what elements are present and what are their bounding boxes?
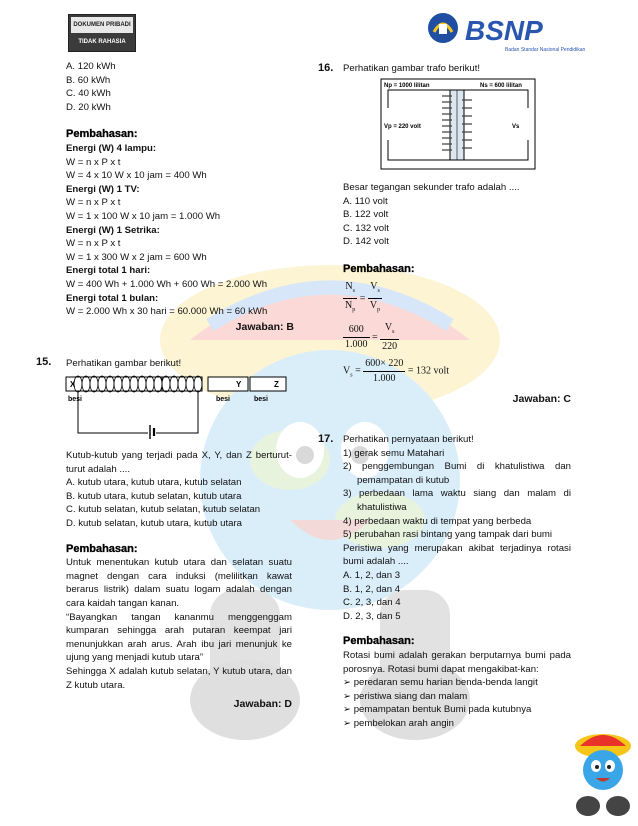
question-17-prompt: Perhatikan pernyataan berikut! xyxy=(343,434,474,445)
stamp-line1: DOKUMEN PRIBADI xyxy=(71,17,133,33)
label-vs: Vs xyxy=(512,124,520,130)
q16-option-d: D. 142 volt xyxy=(343,236,389,248)
q17-option-b: B. 1, 2, dan 4 xyxy=(343,583,401,595)
arrow-bullet-icon: ➢ xyxy=(343,677,354,689)
den-220: 220 xyxy=(382,341,398,353)
num-600: 600 xyxy=(343,323,370,338)
arrow-bullet-icon: ➢ xyxy=(343,690,354,702)
q15-option-d: D. kutub selatan, kutub utara, kutub utara xyxy=(66,517,242,529)
answer-16: Jawaban: C xyxy=(512,393,571,406)
pembahasan-heading: Pembahasan: xyxy=(66,128,138,141)
label-besi-3: besi xyxy=(254,396,269,403)
q16-pembahasan-heading: Pembahasan: xyxy=(343,262,415,275)
calc-line: W = 1 x 100 W x 10 jam = 1.000 Wh xyxy=(66,210,221,222)
ns-sub: s xyxy=(352,287,355,294)
statement-4: 4) perbedaan waktu di tempat yang berbeda xyxy=(343,515,532,527)
equals-2: = xyxy=(372,331,378,343)
q15-explanation-2: “Bayangkan tangan kananmu menggenggam kumparan sehingga arah putaran keempat jari menunjukkan arah arus. Arah ibu jari menunjuk ke ujung yang menjadi kutub utara” xyxy=(66,611,292,664)
calc-line: Energi (W) 1 TV: xyxy=(66,183,140,195)
formula-ratio xyxy=(343,280,571,318)
q16-option-c: C. 132 volt xyxy=(343,222,389,234)
label-np: Np = 1000 lilitan xyxy=(384,83,430,89)
vs-sub-2: s xyxy=(392,328,395,335)
calc-line: Energi (W) 4 lampu: xyxy=(66,142,157,154)
q16-option-a: A. 110 volt xyxy=(343,195,388,207)
question-16 xyxy=(343,62,571,76)
question-number-15: 15. xyxy=(36,356,52,368)
statement-2: 2) penggembungan Bumi di khatulistiwa dan pemampatan di kutub xyxy=(343,461,571,486)
label-x: X xyxy=(70,380,76,389)
question-number-16: 16. xyxy=(318,62,334,74)
energy-calculation xyxy=(66,142,294,319)
question-number-17: 17. xyxy=(318,433,334,445)
q17-option-a: A. 1, 2, dan 3 xyxy=(343,569,401,581)
q15-explanation-1: Untuk menentukan kutub utara dan selatan suatu magnet dengan cara induksi (melilitkan kawat berarus listrik) dalam suatu logam adalah dengan cara kaidah tangan kanan. xyxy=(66,557,292,609)
effect-item-3: ➢ pemampatan bentuk Bumi pada kutubnya xyxy=(343,704,532,716)
prev-option-a: A. 120 kWh xyxy=(66,61,116,72)
label-y: Y xyxy=(236,380,242,389)
question-15-prompt: Perhatikan gambar berikut! xyxy=(66,358,182,369)
vs-symbol: V xyxy=(370,280,378,292)
question-17 xyxy=(343,433,571,730)
calc-line: Energi total 1 hari: xyxy=(66,265,151,277)
np-sub: p xyxy=(352,307,356,314)
q16-option-b: B. 122 volt xyxy=(343,209,389,221)
formula-substitution xyxy=(343,321,571,354)
question-15-body xyxy=(66,449,292,712)
q17-pembahasan-heading: Pembahasan: xyxy=(343,635,415,648)
vp-symbol: V xyxy=(369,300,378,312)
label-besi-2: besi xyxy=(216,396,231,403)
np-symbol: N xyxy=(345,300,353,312)
mascot-icon xyxy=(572,728,634,820)
bsnp-logo-subtitle: Badan Standar Nasional Pendidikan xyxy=(505,47,586,53)
effect-item-2: ➢ peristiwa siang dan malam xyxy=(343,690,468,702)
equals-3: = xyxy=(355,365,361,377)
vp-sub: p xyxy=(377,307,381,314)
vs-lhs-sub: s xyxy=(350,372,353,379)
den-1000-b: 1.000 xyxy=(373,372,396,384)
label-z: Z xyxy=(274,380,279,389)
prev-option-c: C. 40 kWh xyxy=(66,88,111,100)
transformer-diagram xyxy=(380,78,536,170)
prev-option-d: D. 20 kWh xyxy=(66,101,111,113)
document-stamp xyxy=(68,14,136,52)
label-besi-1: besi xyxy=(68,396,83,403)
calc-line: W = 2.000 Wh x 30 hari = 60.000 Wh = 60 kWh xyxy=(66,306,268,318)
bsnp-logo-text: BSNP xyxy=(465,15,543,46)
vs-lhs: V xyxy=(343,365,351,377)
answer-14: Jawaban: B xyxy=(235,320,294,333)
effect-item-1: ➢ peredaran semu harian benda-benda langit xyxy=(343,677,538,689)
question-17-text: Peristiwa yang merupakan akibat terjadinya rotasi bumi adalah .... xyxy=(343,542,571,568)
vs-sub: s xyxy=(377,287,380,294)
label-vp: Vp = 220 volt xyxy=(384,124,421,130)
question-15-text: Kutub-kutub yang terjadi pada X, Y, dan Z berturut-turut adalah .... xyxy=(66,450,292,475)
statement-5: 5) perubahan rasi bintang yang tampak dari bumi xyxy=(343,529,553,541)
calc-line: W = n x P x t xyxy=(66,238,121,250)
bsnp-logo xyxy=(425,6,590,54)
effects-list xyxy=(343,676,571,730)
calc-line: Energi (W) 1 Setrika: xyxy=(66,224,160,236)
statement-1: 1) gerak semu Matahari xyxy=(343,447,445,459)
answer-15: Jawaban: D xyxy=(233,698,292,711)
q15-pembahasan-heading: Pembahasan: xyxy=(66,542,138,555)
q15-option-b: B. kutub utara, kutub selatan, kutub utara xyxy=(66,490,242,502)
den-1000: 1.000 xyxy=(345,338,368,350)
effect-item-4: ➢ pembelokan arah angin xyxy=(343,717,454,729)
prev-option-b: B. 60 kWh xyxy=(66,74,111,86)
arrow-bullet-icon: ➢ xyxy=(343,717,354,729)
electromagnet-diagram xyxy=(64,375,290,445)
calc-line: W = 1 x 300 W x 2 jam = 600 Wh xyxy=(66,251,207,263)
calc-line: Energi total 1 bulan: xyxy=(66,292,159,304)
q17-option-c: C. 2, 3, dan 4 xyxy=(343,597,401,609)
stamp-line2: TIDAK RAHASIA xyxy=(78,39,126,45)
calc-line: W = n x P x t xyxy=(66,156,121,168)
calc-line: W = n x P x t xyxy=(66,197,121,209)
label-ns: Ns = 600 lilitan xyxy=(480,83,522,89)
question-16-body xyxy=(343,181,571,407)
equals-1: = xyxy=(359,292,366,304)
question-15 xyxy=(66,357,294,371)
product: 600× 220 xyxy=(363,357,405,372)
q15-option-a: A. kutub utara, kutub utara, kutub selatan xyxy=(66,477,242,489)
q17-explanation: Rotasi bumi adalah gerakan berputarnya bumi pada porosnya. Rotasi bumi dapat mengakibat-kan: xyxy=(343,649,571,675)
question-16-text: Besar tegangan sekunder trafo adalah .... xyxy=(343,182,520,193)
q17-option-d: D. 2, 3, dan 5 xyxy=(343,610,401,622)
q15-option-c: C. kutub selatan, kutub selatan, kutub selatan xyxy=(66,504,261,516)
question-16-prompt: Perhatikan gambar trafo berikut! xyxy=(343,63,481,74)
ns-symbol: N xyxy=(345,280,353,292)
statement-list xyxy=(343,447,571,542)
calc-line: W = 400 Wh + 1.000 Wh + 600 Wh = 2.000 Wh xyxy=(66,278,268,290)
vs-symbol-2: V xyxy=(384,321,393,333)
formula-result xyxy=(343,357,571,385)
result: = 132 volt xyxy=(407,365,450,377)
q15-explanation-3: Sehingga X adalah kutub selatan, Y kutub utara, dan Z kutub utara. xyxy=(66,665,292,691)
arrow-bullet-icon: ➢ xyxy=(343,704,354,716)
statement-3: 3) perbedaan lama waktu siang dan malam di khatulistiwa xyxy=(343,488,571,513)
left-column xyxy=(66,60,294,334)
calc-line: W = 4 x 10 W x 10 jam = 400 Wh xyxy=(66,170,207,182)
